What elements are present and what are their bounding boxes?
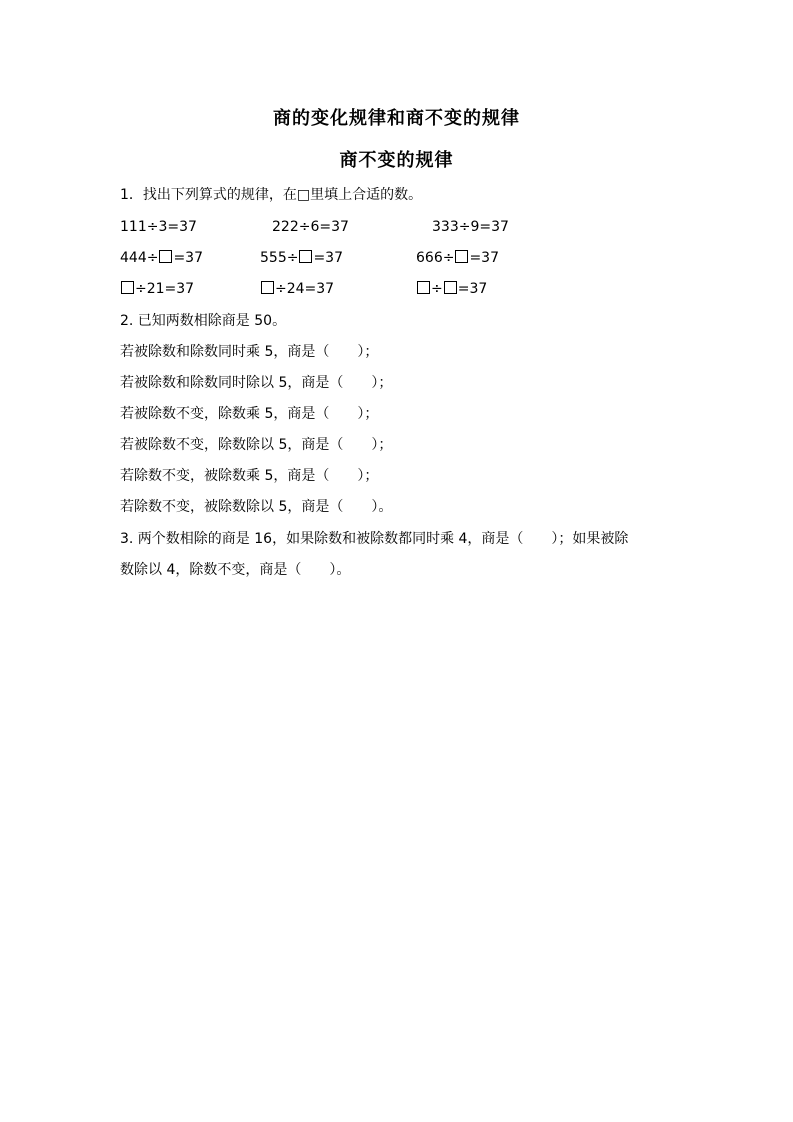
question-2-item: 若被除数不变，除数除以 5，商是（ ）； xyxy=(120,437,393,453)
equation-text: =37 xyxy=(469,250,499,266)
equation-box-div-21 xyxy=(120,280,194,298)
answer-box[interactable] xyxy=(417,281,430,294)
equation-111: 111÷3=37 xyxy=(120,219,197,235)
answer-box[interactable] xyxy=(455,250,468,263)
equation-555 xyxy=(260,249,343,267)
question-1-prompt: 1．找出下列算式的规律，在□里填上合适的数。 xyxy=(120,187,423,203)
equation-text: 444÷ xyxy=(120,250,159,266)
equation-333: 333÷9=37 xyxy=(432,219,509,235)
answer-box[interactable] xyxy=(299,250,312,263)
equation-666 xyxy=(416,249,499,267)
equation-222: 222÷6=37 xyxy=(272,219,349,235)
equation-text: ÷21=37 xyxy=(135,281,195,297)
question-2-item: 若被除数和除数同时除以 5，商是（ ）； xyxy=(120,375,393,391)
question-2-prompt: 2. 已知两数相除商是 50。 xyxy=(120,313,287,329)
answer-box[interactable] xyxy=(261,281,274,294)
answer-box[interactable] xyxy=(121,281,134,294)
equation-444 xyxy=(120,249,203,267)
answer-box[interactable] xyxy=(444,281,457,294)
question-3-line-2: 数除以 4，除数不变，商是（ ）。 xyxy=(120,562,351,578)
section-title: 商不变的规律 xyxy=(339,150,454,171)
question-2-item: 若被除数和除数同时乘 5，商是（ ）； xyxy=(120,344,379,360)
question-3-line-1: 3. 两个数相除的商是 16，如果除数和被除数都同时乘 4，商是（ ）；如果被除 xyxy=(120,531,629,547)
answer-box[interactable] xyxy=(159,250,172,263)
equation-text: 555÷ xyxy=(260,250,299,266)
equation-text: ÷24=37 xyxy=(275,281,335,297)
equation-box-div-24 xyxy=(260,280,334,298)
equation-text: 666÷ xyxy=(416,250,455,266)
question-2-item: 若除数不变，被除数除以 5，商是（ ）。 xyxy=(120,499,393,515)
question-2-item: 若被除数不变，除数乘 5，商是（ ）； xyxy=(120,406,379,422)
equation-text: =37 xyxy=(313,250,343,266)
question-2-item: 若除数不变，被除数乘 5，商是（ ）； xyxy=(120,468,379,484)
equation-text: =37 xyxy=(173,250,203,266)
equation-box-div-box xyxy=(416,280,487,298)
equation-text: ÷ xyxy=(431,281,443,297)
page-title: 商的变化规律和商不变的规律 xyxy=(273,108,520,129)
equation-text: =37 xyxy=(457,281,488,297)
